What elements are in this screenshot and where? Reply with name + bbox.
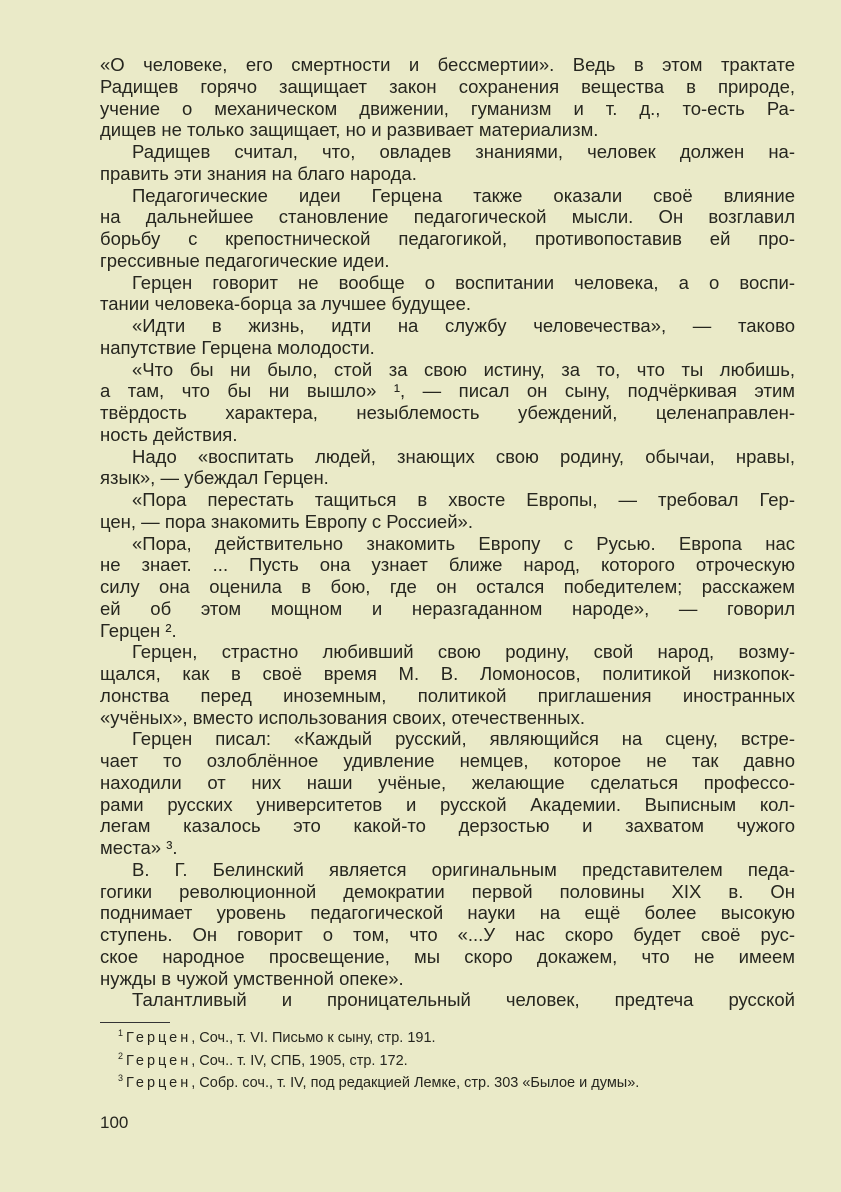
footnote-text: , Собр. соч., т. IV, под редакцией Лемке, стр. 303 «Былое и думы». (191, 1075, 640, 1092)
text-line: на дальнейшее становление педагогической мысли. Он возглавил (100, 206, 795, 228)
text-line: гогики революционной демократии первой половины XIX в. Он (100, 880, 795, 902)
text-line: силу она оценила в бою, где он остался победителем; расскажем (100, 576, 795, 597)
text-line: Герцен говорит не вообще о воспитании человека, а о воспи- (132, 271, 795, 293)
text-line: грессивные педагогические идеи. (100, 249, 390, 271)
text-line: язык», — убеждал Герцен. (100, 467, 329, 489)
text-line: ей об этом мощном и неразгаданном народе», — говорил (100, 597, 795, 619)
text-line: Герцен, страстно любивший свою родину, свой народ, возму- (132, 641, 795, 663)
text-line: Герцен писал: «Каждый русский, являющийся на сцену, встре- (132, 728, 795, 750)
text-line: твёрдость характера, незыблемость убеждений, целенаправлен- (100, 402, 795, 423)
body-text (100, 54, 795, 1011)
text-line: «О человеке, его смертности и бессмертии». Ведь в этом трактате (100, 54, 795, 75)
text-line: цен, — пора знакомить Европу с Россией». (100, 510, 473, 532)
text-line: лонства перед иноземным, политикой приглашения иностранных (100, 684, 795, 706)
footnote (100, 1070, 795, 1093)
text-line: чает то озлоблённое удивление немцев, которое не так давно (100, 750, 795, 771)
text-line: не знает. ... Пусть она узнает ближе народ, которого отроческую (100, 554, 795, 576)
text-line: находили от них наши учёные, желающие сделаться профессо- (100, 771, 795, 793)
text-line: Радищев горячо защищает закон сохранения вещества в природе, (100, 75, 795, 97)
text-line: «Пора, действительно знакомить Европу с Русью. Европа нас (132, 532, 795, 554)
text-line: щался, как в своё время М. В. Ломоносов, политикой низкопок- (100, 663, 795, 684)
footnote-mark: 2 (118, 1050, 124, 1061)
text-line: «Что бы ни было, стой за свою истину, за то, что ты любишь, (132, 358, 795, 380)
text-line: легам казалось это какой-то дерзостью и захватом чужого (100, 815, 795, 837)
footnote-author: Герцен (126, 1052, 192, 1069)
text-line: нужды в чужой умственной опеке». (100, 967, 404, 989)
text-line: ступень. Он говорит о том, что «...У нас скоро будет своё рус- (100, 924, 795, 945)
text-line: тании человека-борца за лучшее будущее. (100, 293, 471, 315)
text-line: Надо «воспитать людей, знающих свою родину, обычаи, нравы, (132, 445, 795, 467)
page-number: 100 (100, 1113, 129, 1132)
footnotes (100, 1025, 795, 1093)
text-line: Педагогические идеи Герцена также оказали своё влияние (132, 184, 795, 206)
text-line: учение о механическом движении, гуманизм и т. д., то-есть Ра- (100, 97, 795, 119)
text-line: «Идти в жизнь, идти на службу человечества», — таково (132, 315, 795, 336)
footnote-mark: 3 (118, 1073, 124, 1084)
text-line: напутствие Герцена молодости. (100, 336, 375, 358)
text-line: В. Г. Белинский является оригинальным представителем педа- (132, 858, 795, 880)
text-line: дищев не только защищает, но и развивает материализм. (100, 119, 599, 141)
text-line: борьбу с крепостнической педагогикой, противопоставив ей про- (100, 228, 795, 249)
text-line: поднимает уровень педагогической науки на ещё более высокую (100, 902, 795, 924)
text-line: а там, что бы ни вышло» ¹, — писал он сыну, подчёркивая этим (100, 380, 795, 402)
text-line: Герцен ². (100, 619, 177, 641)
footnote-mark: 1 (118, 1028, 124, 1038)
text-line: «учёных», вместо использования своих, отечественных. (100, 706, 585, 728)
text-line: Радищев считал, что, овладев знаниями, человек должен на- (132, 141, 795, 162)
text-line: Талантливый и проницательный человек, предтеча русской (132, 989, 795, 1011)
footnote-author: Герцен (126, 1029, 192, 1046)
footnote (100, 1048, 795, 1071)
text-line: править эти знания на благо народа. (100, 162, 417, 184)
text-line: рами русских университетов и русской Академии. Выписным кол- (100, 793, 795, 815)
text-line: «Пора перестать тащиться в хвосте Европы, — требовал Гер- (132, 489, 795, 510)
footnote-author: Герцен (126, 1075, 192, 1092)
text-line: ское народное просвещение, мы скоро докажем, что не имеем (100, 945, 795, 967)
footnote-text: , Соч., т. VI. Письмо к сыну, стр. 191. (191, 1029, 436, 1046)
footnote-text: , Соч.. т. IV, СПБ, 1905, стр. 172. (191, 1052, 408, 1069)
footnote (100, 1025, 795, 1048)
footnote-divider (100, 1022, 170, 1023)
text-line: места» ³. (100, 837, 178, 858)
text-line: ность действия. (100, 423, 238, 445)
